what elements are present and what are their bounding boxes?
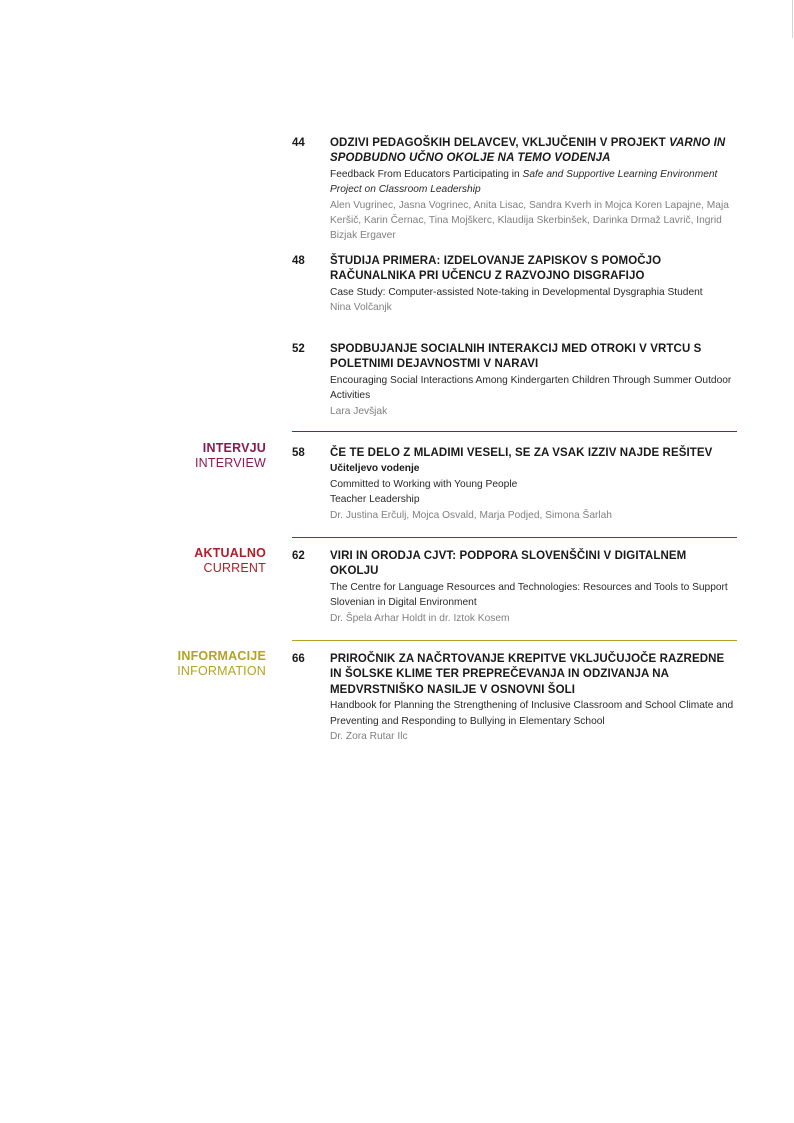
section-label-en: INTERVIEW [194,456,266,470]
entry-english-title: Encouraging Social Interactions Among Kindergarten Children Through Summer Outdoor Activities [330,374,732,402]
section-label-sl: INFORMACIJE [177,649,266,663]
page-number: 62 [292,550,305,562]
entry-title: SPODBUJANJE SOCIALNIH INTERAKCIJ MED OTROKI V VRTCU S POLETNIMI DEJAVNOSTMI V NARAVI [330,343,702,371]
section-label-en: INFORMATION [177,664,266,678]
entry-title: ŠTUDIJA PRIMERA: IZDELOVANJE ZAPISKOV S POMOČJO RAČUNALNIKA PRI UČENCU Z RAZVOJNO DISGRAFIJO [330,255,662,283]
section-label-current [194,546,266,576]
entry-title: VIRI IN ORODJA CJVT: PODPORA SLOVENŠČINI V DIGITALNEM OKOLJU [330,550,687,578]
entry-title: ČE TE DELO Z MLADIMI VESELI, SE ZA VSAK IZZIV NAJDE REŠITEV [330,447,713,459]
section-label-en: CURRENT [203,561,266,575]
entry-english-title: Feedback From Educators Participating in Safe and Supportive Learning Environment Project on Classroom Leadership [330,168,718,196]
page-number: 48 [292,255,305,267]
page-number: 58 [292,447,305,459]
entry-authors: Nina Volčanjk [330,302,392,314]
entry-english-title: The Centre for Language Resources and Technologies: Resources and Tools to Support Slovenian in Digital Environment [330,581,728,609]
entry-authors: Lara Jevšjak [330,405,388,417]
section-label-sl: INTERVJU [202,441,266,455]
entry-title: ODZIVI PEDAGOŠKIH DELAVCEV, VKLJUČENIH V PROJEKT VARNO IN SPODBUDNO UČNO OKOLJE NA TEMO VODENJA [330,137,726,165]
page-number: 44 [292,137,305,149]
entry-title: PRIROČNIK ZA NAČRTOVANJE KREPITVE VKLJUČUJOČE RAZREDNE IN ŠOLSKE KLIME TER PREPREČEVANJA IN ODZIVANJA NA MEDVRSTNIŠKO NASILJE V OSNOVNI ŠOLI [330,653,725,696]
entry-english-title: Handbook for Planning the Strengthening of Inclusive Classroom and School Climate and Preventing and Responding to Bullying in Elementary School [330,700,734,727]
entry-english-subtitle: Teacher Leadership [330,494,420,506]
section-label-interview [195,441,266,471]
entry-subtitle: Učiteljevo vodenje [330,463,420,475]
section-divider-information [292,640,737,641]
entry-authors: Dr. Špela Arhar Holdt in dr. Iztok Kosem [330,612,510,624]
section-label-sl: AKTUALNO [194,546,266,560]
entry-english-title: Case Study: Computer-assisted Note-taking in Developmental Dysgraphia Student [330,286,703,298]
page-number: 66 [292,653,305,665]
section-divider-interview [292,431,737,432]
entry-authors: Dr. Zora Rutar Ilc [330,731,408,743]
section-label-information [177,649,266,679]
entry-authors: Dr. Justina Erčulj, Mojca Osvald, Marja Podjed, Simona Šarlah [330,509,612,521]
page-edge-line [792,0,793,38]
section-divider-current [292,537,737,538]
entry-english-title: Committed to Working with Young People [330,478,518,490]
page-number: 52 [292,343,305,355]
entry-authors: Alen Vugrinec, Jasna Vogrinec, Anita Lisac, Sandra Kverh in Mojca Koren Lapajne, Maja Keršič, Karin Černac, Tina Mojškerc, Klaudija Skerbinšek, Darinka Drmaž Lavrič, Ingrid Bizjak Ergaver [330,199,729,242]
